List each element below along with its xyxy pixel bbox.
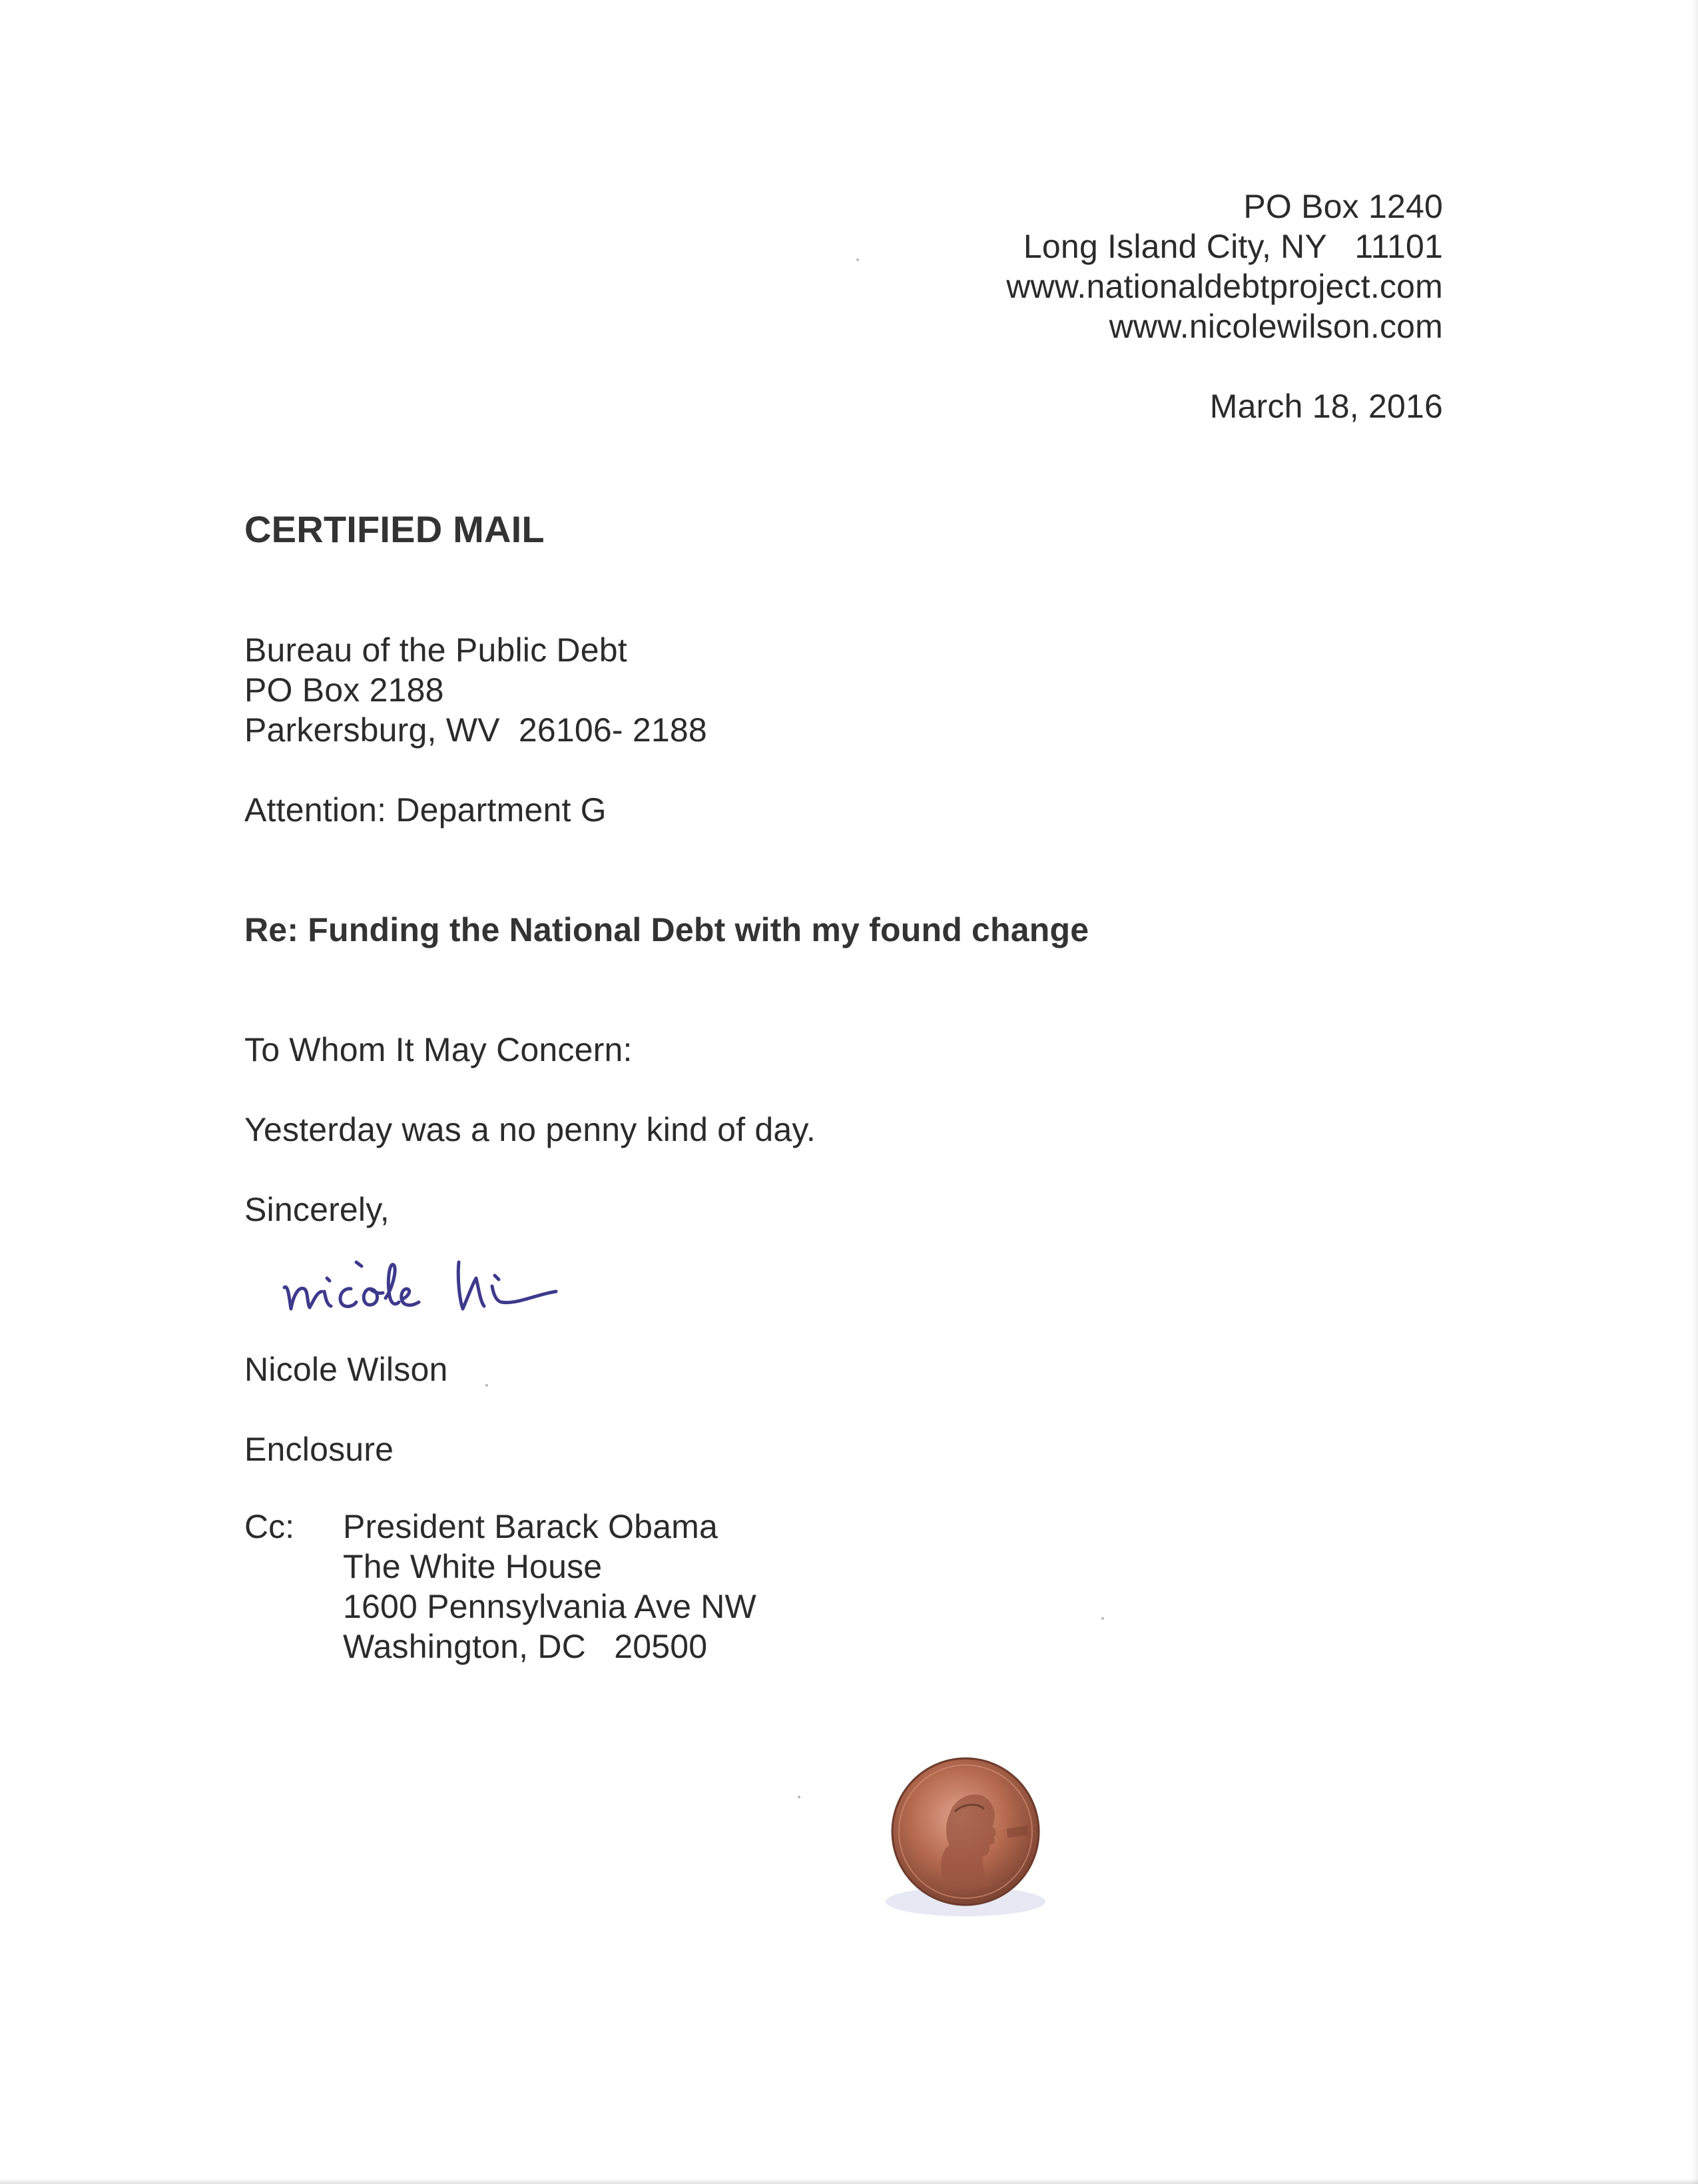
scan-bottom-shadow [0,2179,1698,2184]
certified-mail-heading: CERTIFIED MAIL [244,508,545,550]
enclosure-note: Enclosure [244,1431,394,1468]
handwritten-signature [276,1242,583,1325]
subject-line: Re: Funding the National Debt with my found change [244,911,1089,948]
cc-line: Washington, DC 20500 [343,1628,708,1665]
sender-city-state-zip: Long Island City, NY 11101 [1023,228,1443,265]
salutation: To Whom It May Concern: [244,1031,633,1068]
cc-line: 1600 Pennsylvania Ave NW [343,1588,756,1625]
sender-website-personal: www.nicolewilson.com [1109,308,1443,345]
scan-speck [798,1796,800,1798]
cc-line: President Barack Obama [343,1508,718,1545]
scan-speck [856,258,859,261]
letter-date: March 18, 2016 [1209,388,1443,425]
cc-label: Cc: [244,1508,294,1545]
recipient-attention: Attention: Department G [244,791,607,829]
scan-edge-shadow [1691,0,1698,2184]
scan-speck [485,1384,488,1387]
sender-website-national-debt: www.nationaldebtproject.com [1006,268,1443,305]
body-paragraph: Yesterday was a no penny kind of day. [244,1111,816,1148]
closing: Sincerely, [244,1191,390,1228]
cc-line: The White House [343,1548,603,1585]
sender-po-box: PO Box 1240 [1243,188,1443,225]
signer-name: Nicole Wilson [244,1351,448,1388]
recipient-name: Bureau of the Public Debt [244,631,627,669]
scan-speck [1101,1617,1104,1620]
recipient-po-box: PO Box 2188 [244,671,444,709]
penny-coin-icon [866,1745,1065,1932]
recipient-city-state-zip: Parkersburg, WV 26106- 2188 [244,711,707,749]
